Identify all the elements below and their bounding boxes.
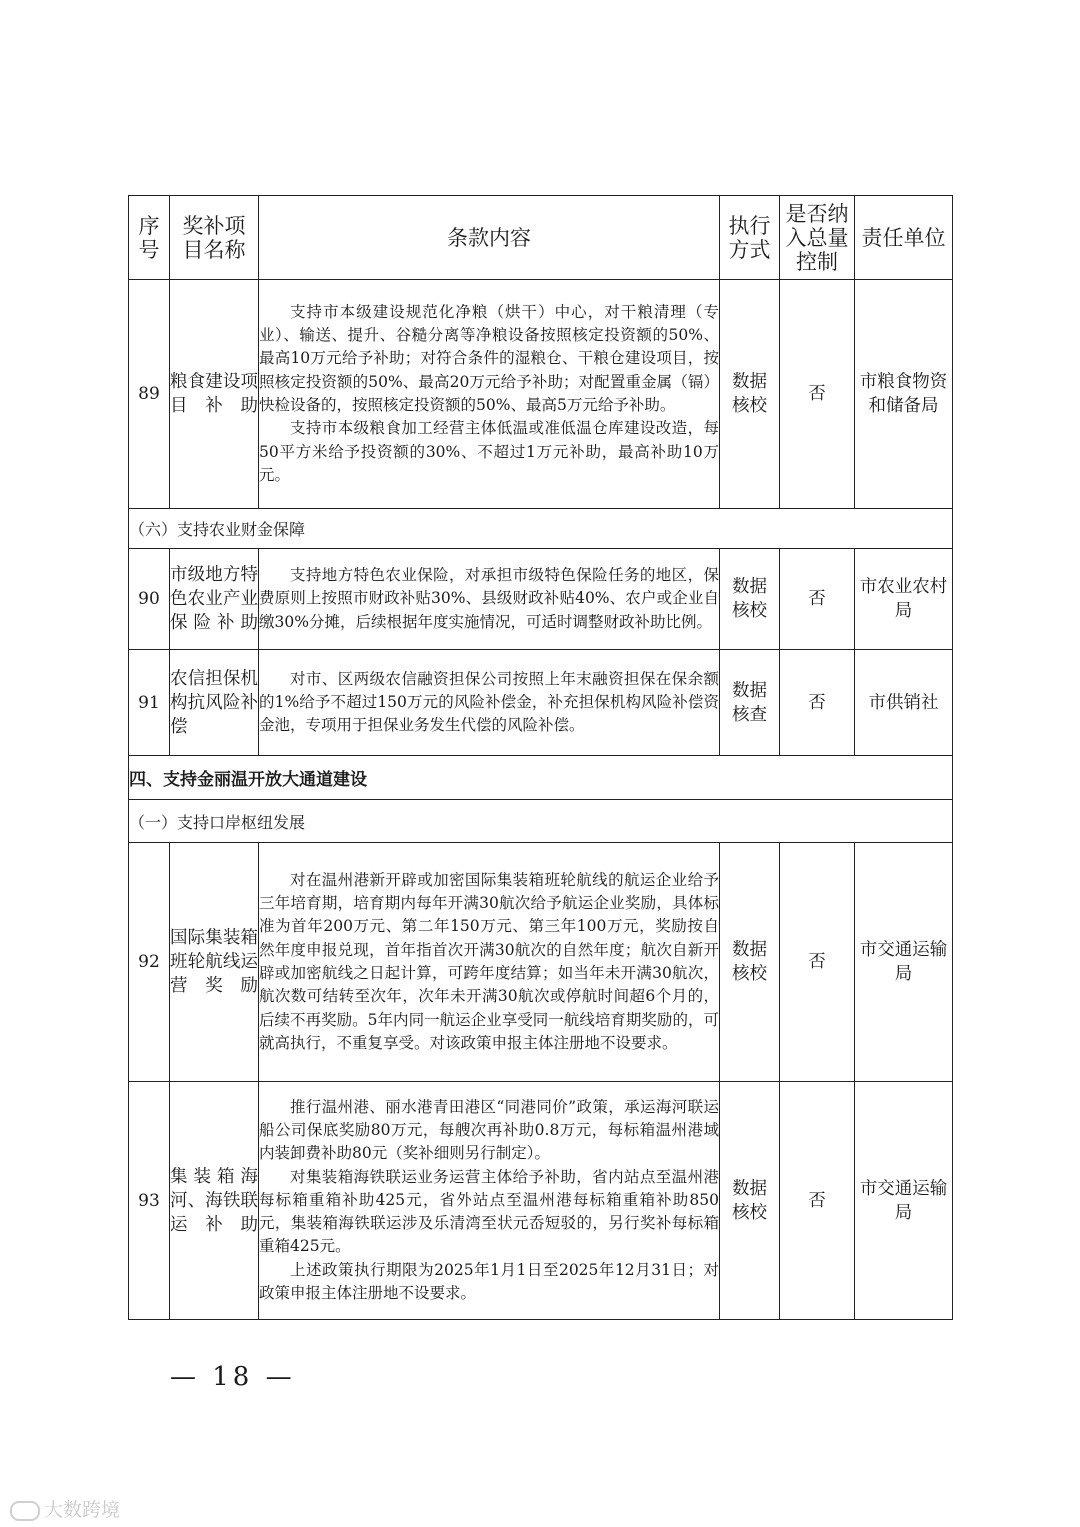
row-content xyxy=(259,843,720,1082)
row-content xyxy=(259,280,720,509)
header-mode: 执行方式 xyxy=(720,196,780,280)
row-control: 否 xyxy=(780,1082,855,1320)
row-control: 否 xyxy=(780,650,855,756)
row-content xyxy=(259,549,720,650)
content-paragraph: 对集装箱海铁联运业务运营主体给予补助，省内站点至温州港每标箱重箱补助425元，省外站点至温州港每标箱重箱补助850元，集装箱海铁联运涉及乐清湾至状元岙短驳的，另行奖补每标箱重箱425元。 xyxy=(259,1167,719,1256)
row-control: 否 xyxy=(780,280,855,509)
row-mode: 数据核校 xyxy=(720,843,780,1082)
table-row xyxy=(129,650,953,756)
row-control: 否 xyxy=(780,843,855,1082)
content-paragraph: 对在温州港新开辟或加密国际集装箱班轮航线的航运企业给予三年培育期，培育期内每年开满30航次给予航运企业奖励，具体标准为首年200万元、第二年150万元、第三年100万元，奖励按自然年度申报兑现，首年指首次开满30航次的自然年度；航次自新开辟或加密航线之日起计算，可跨年度结算；如当年未开满30航次，航次数可结转至次年，次年未开满30航次或停航时间超6个月的，后续不再奖励。5年内同一航运企业享受同一航线培育期奖励的，可就高执行，不重复享受。对该政策申报主体注册地不设要求。 xyxy=(259,870,719,1052)
row-name: 农信担保机构抗风险补偿 xyxy=(170,650,259,756)
row-name: 市级地方特色农业产业保险补助 xyxy=(170,549,259,650)
header-no: 序号 xyxy=(129,196,170,280)
header-control: 是否纳入总量控制 xyxy=(780,196,855,280)
content-paragraph: 支持市本级建设规范化净粮（烘干）中心，对干粮清理（专业）、输送、提升、谷糙分离等净粮设备按照核定投资额的50%、最高10万元给予补助；对符合条件的湿粮仓、干粮仓建设项目，按照核定投资额的50%、最高20万元给予补助；对配置重金属（镉）快检设备的，按照核定投资额的50%、最高5万元给予补助。 xyxy=(259,302,719,414)
row-unit: 市交通运输局 xyxy=(855,843,953,1082)
row-name: 粮食建设项目补助 xyxy=(170,280,259,509)
content-paragraph: 支持市本级粮食加工经营主体低温或准低温仓库建设改造，每50平方米给予投资额的30%、不超过1万元补助，最高补助10万元。 xyxy=(259,419,719,484)
row-name: 集装箱海河、海铁联运补助 xyxy=(170,1082,259,1320)
content-paragraph: 上述政策执行期限为2025年1月1日至2025年12月31日；对政策申报主体注册地不设要求。 xyxy=(259,1260,719,1303)
row-no: 93 xyxy=(129,1082,170,1320)
table-row xyxy=(129,549,953,650)
page-number: — 18 — xyxy=(170,1362,296,1392)
row-control: 否 xyxy=(780,549,855,650)
row-mode: 数据核查 xyxy=(720,650,780,756)
row-name: 国际集装箱班轮航线运营奖励 xyxy=(170,843,259,1082)
row-unit: 市供销社 xyxy=(855,650,953,756)
header-content: 条款内容 xyxy=(259,196,720,280)
row-mode: 数据核校 xyxy=(720,549,780,650)
row-content xyxy=(259,650,720,756)
row-mode: 数据核校 xyxy=(720,1082,780,1320)
row-no: 90 xyxy=(129,549,170,650)
policy-table xyxy=(128,195,953,1320)
header-name: 奖补项目名称 xyxy=(170,196,259,280)
table-row xyxy=(129,280,953,509)
section-row xyxy=(129,509,953,549)
row-unit: 市农业农村局 xyxy=(855,549,953,650)
row-no: 91 xyxy=(129,650,170,756)
row-mode: 数据核校 xyxy=(720,280,780,509)
watermark-logo-icon xyxy=(10,1501,40,1521)
header-unit: 责任单位 xyxy=(855,196,953,280)
table-row xyxy=(129,1082,953,1320)
section-row xyxy=(129,756,953,800)
row-no: 89 xyxy=(129,280,170,509)
section-row xyxy=(129,800,953,843)
content-paragraph: 推行温州港、丽水港青田港区“同港同价”政策，承运海河联运船公司保底奖励80万元，每艘次再补助0.8万元，每标箱温州港域内装卸费补助80元（奖补细则另行制定）。 xyxy=(259,1097,719,1163)
row-content xyxy=(259,1082,720,1320)
watermark xyxy=(10,1495,120,1522)
section-subtitle: （一）支持口岸枢纽发展 xyxy=(129,800,953,843)
section-title: （六）支持农业财金保障 xyxy=(129,509,953,549)
row-no: 92 xyxy=(129,843,170,1082)
table-row xyxy=(129,843,953,1082)
row-unit: 市粮食物资和储备局 xyxy=(855,280,953,509)
table-header-row xyxy=(129,196,953,280)
content-paragraph: 支持地方特色农业保险，对承担市级特色保险任务的地区，保费原则上按照市财政补贴30%、县级财政补贴40%、农户或企业自缴30%分摊，后续根据年度实施情况，可适时调整财政补助比例。 xyxy=(259,566,719,631)
row-unit: 市交通运输局 xyxy=(855,1082,953,1320)
section-title: 四、支持金丽温开放大通道建设 xyxy=(129,756,953,800)
content-paragraph: 对市、区两级农信融资担保公司按照上年末融资担保在保余额的1%给予不超过150万元的风险补偿金，补充担保机构风险补偿资金池，专项用于担保业务发生代偿的风险补偿。 xyxy=(259,669,719,735)
watermark-text: 大数跨境 xyxy=(44,1499,121,1521)
